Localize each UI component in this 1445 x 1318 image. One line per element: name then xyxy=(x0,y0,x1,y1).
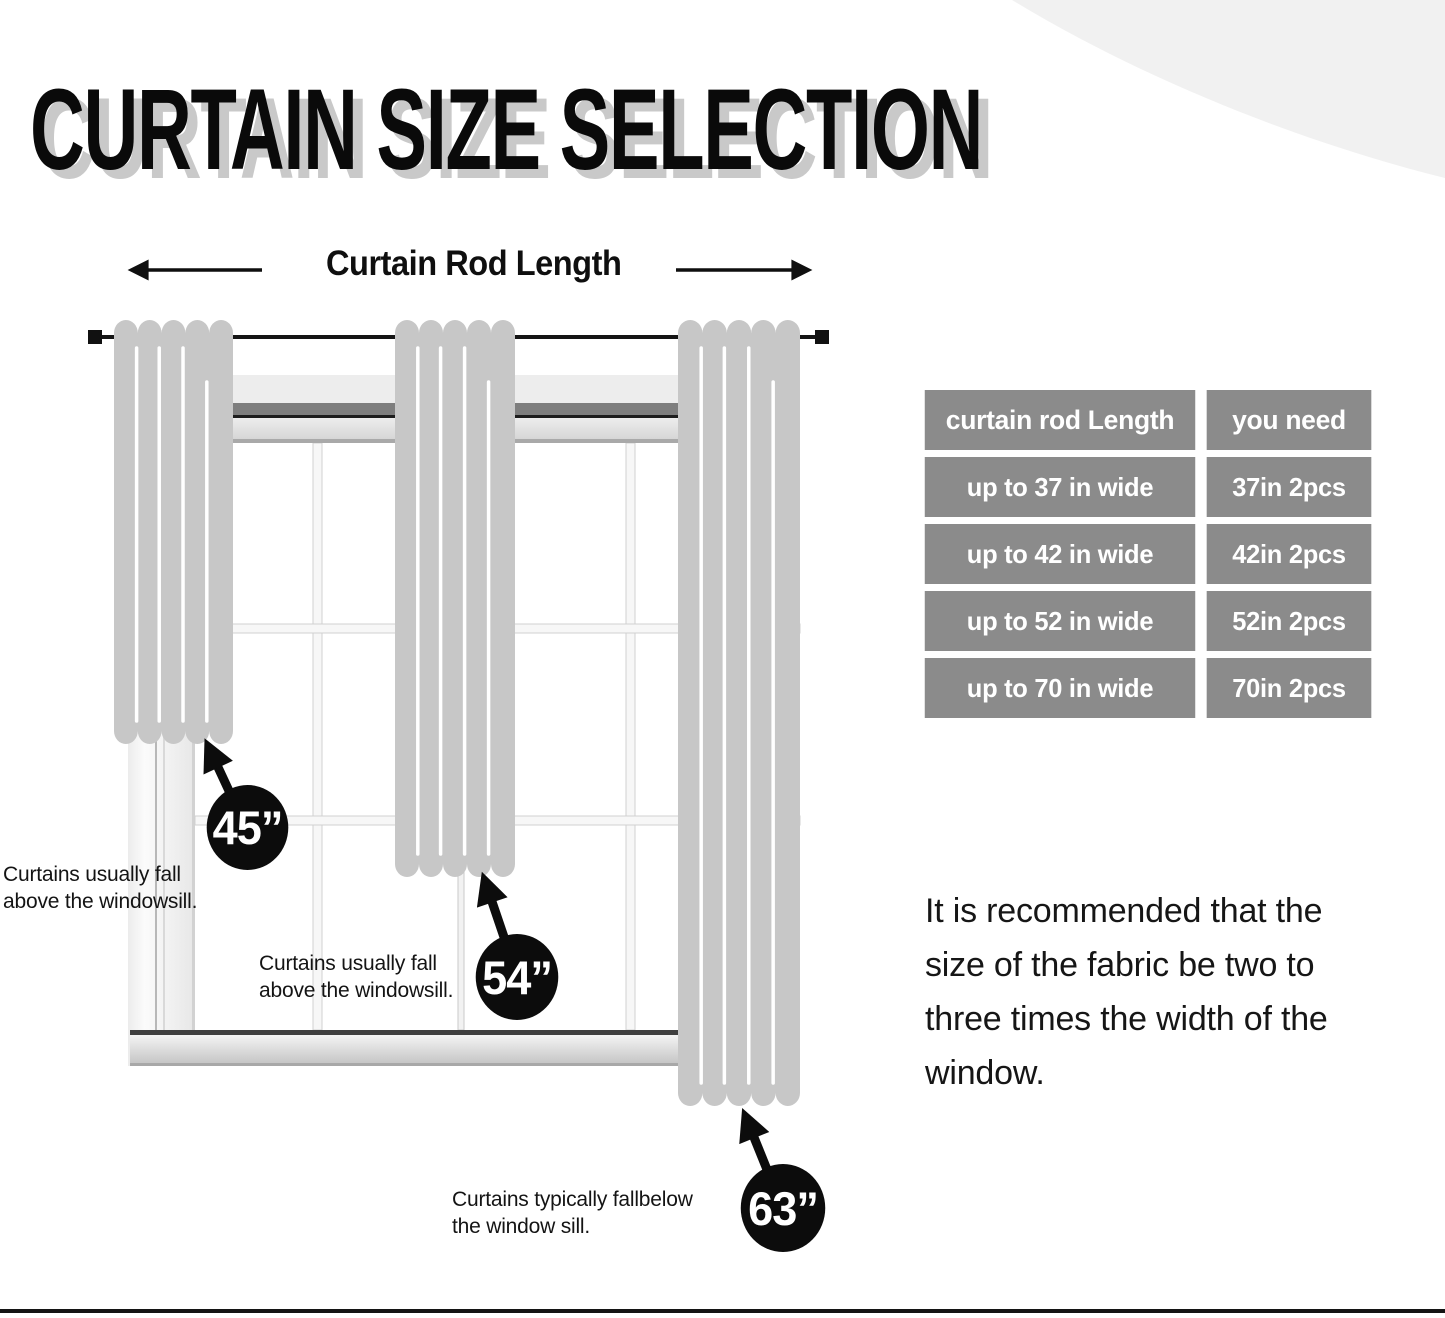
note-54-line1: Curtains usually fall xyxy=(259,952,437,975)
size-pointer-arrow-63 xyxy=(747,1120,768,1172)
table-row-cell: 52in 2pcs xyxy=(1207,591,1372,651)
note-45-line1: Curtains usually fall xyxy=(3,863,181,886)
table-row-cell: up to 52 in wide xyxy=(925,591,1195,651)
size-badge-63-label: 63” xyxy=(748,1181,818,1235)
size-table xyxy=(922,390,1373,718)
size-badge-54 xyxy=(476,934,559,1020)
table-row-cell: up to 70 in wide xyxy=(925,658,1195,718)
note-63-line1: Curtains typically fallbelow xyxy=(452,1188,693,1211)
rod-length-label: Curtain Rod Length xyxy=(326,244,622,283)
curtain-panel-45 xyxy=(114,320,233,744)
note-45-line2: above the windowsill. xyxy=(3,890,198,913)
note-45 xyxy=(3,861,197,915)
table-row-cell: up to 37 in wide xyxy=(925,457,1195,517)
curtain-panel-54 xyxy=(395,320,515,877)
size-badge-63 xyxy=(741,1164,825,1252)
recommendation-text: It is recommended that the size of the fabric be two to three times the width of the window. xyxy=(925,892,1328,1092)
table-row-cell: 70in 2pcs xyxy=(1207,658,1372,718)
note-63 xyxy=(452,1186,693,1240)
note-54 xyxy=(259,950,453,1004)
table-row-cell: 37in 2pcs xyxy=(1207,457,1372,517)
bottom-rule xyxy=(0,1309,1445,1313)
curtain-panel-63 xyxy=(678,320,800,1106)
page-title: CURTAIN SIZE SELECTION xyxy=(30,66,983,194)
size-badge-45 xyxy=(207,785,289,870)
size-badge-45-label: 45” xyxy=(212,801,283,854)
size-badge-54-label: 54” xyxy=(482,950,552,1004)
table-row-cell: 42in 2pcs xyxy=(1207,524,1372,584)
note-54-line2: above the windowsill. xyxy=(259,979,454,1002)
size-table-header-you-need: you need xyxy=(1207,390,1372,450)
note-63-line2: the window sill. xyxy=(452,1215,591,1238)
size-table-header-rod-length: curtain rod Length xyxy=(925,390,1195,450)
table-row-cell: up to 42 in wide xyxy=(925,524,1195,584)
